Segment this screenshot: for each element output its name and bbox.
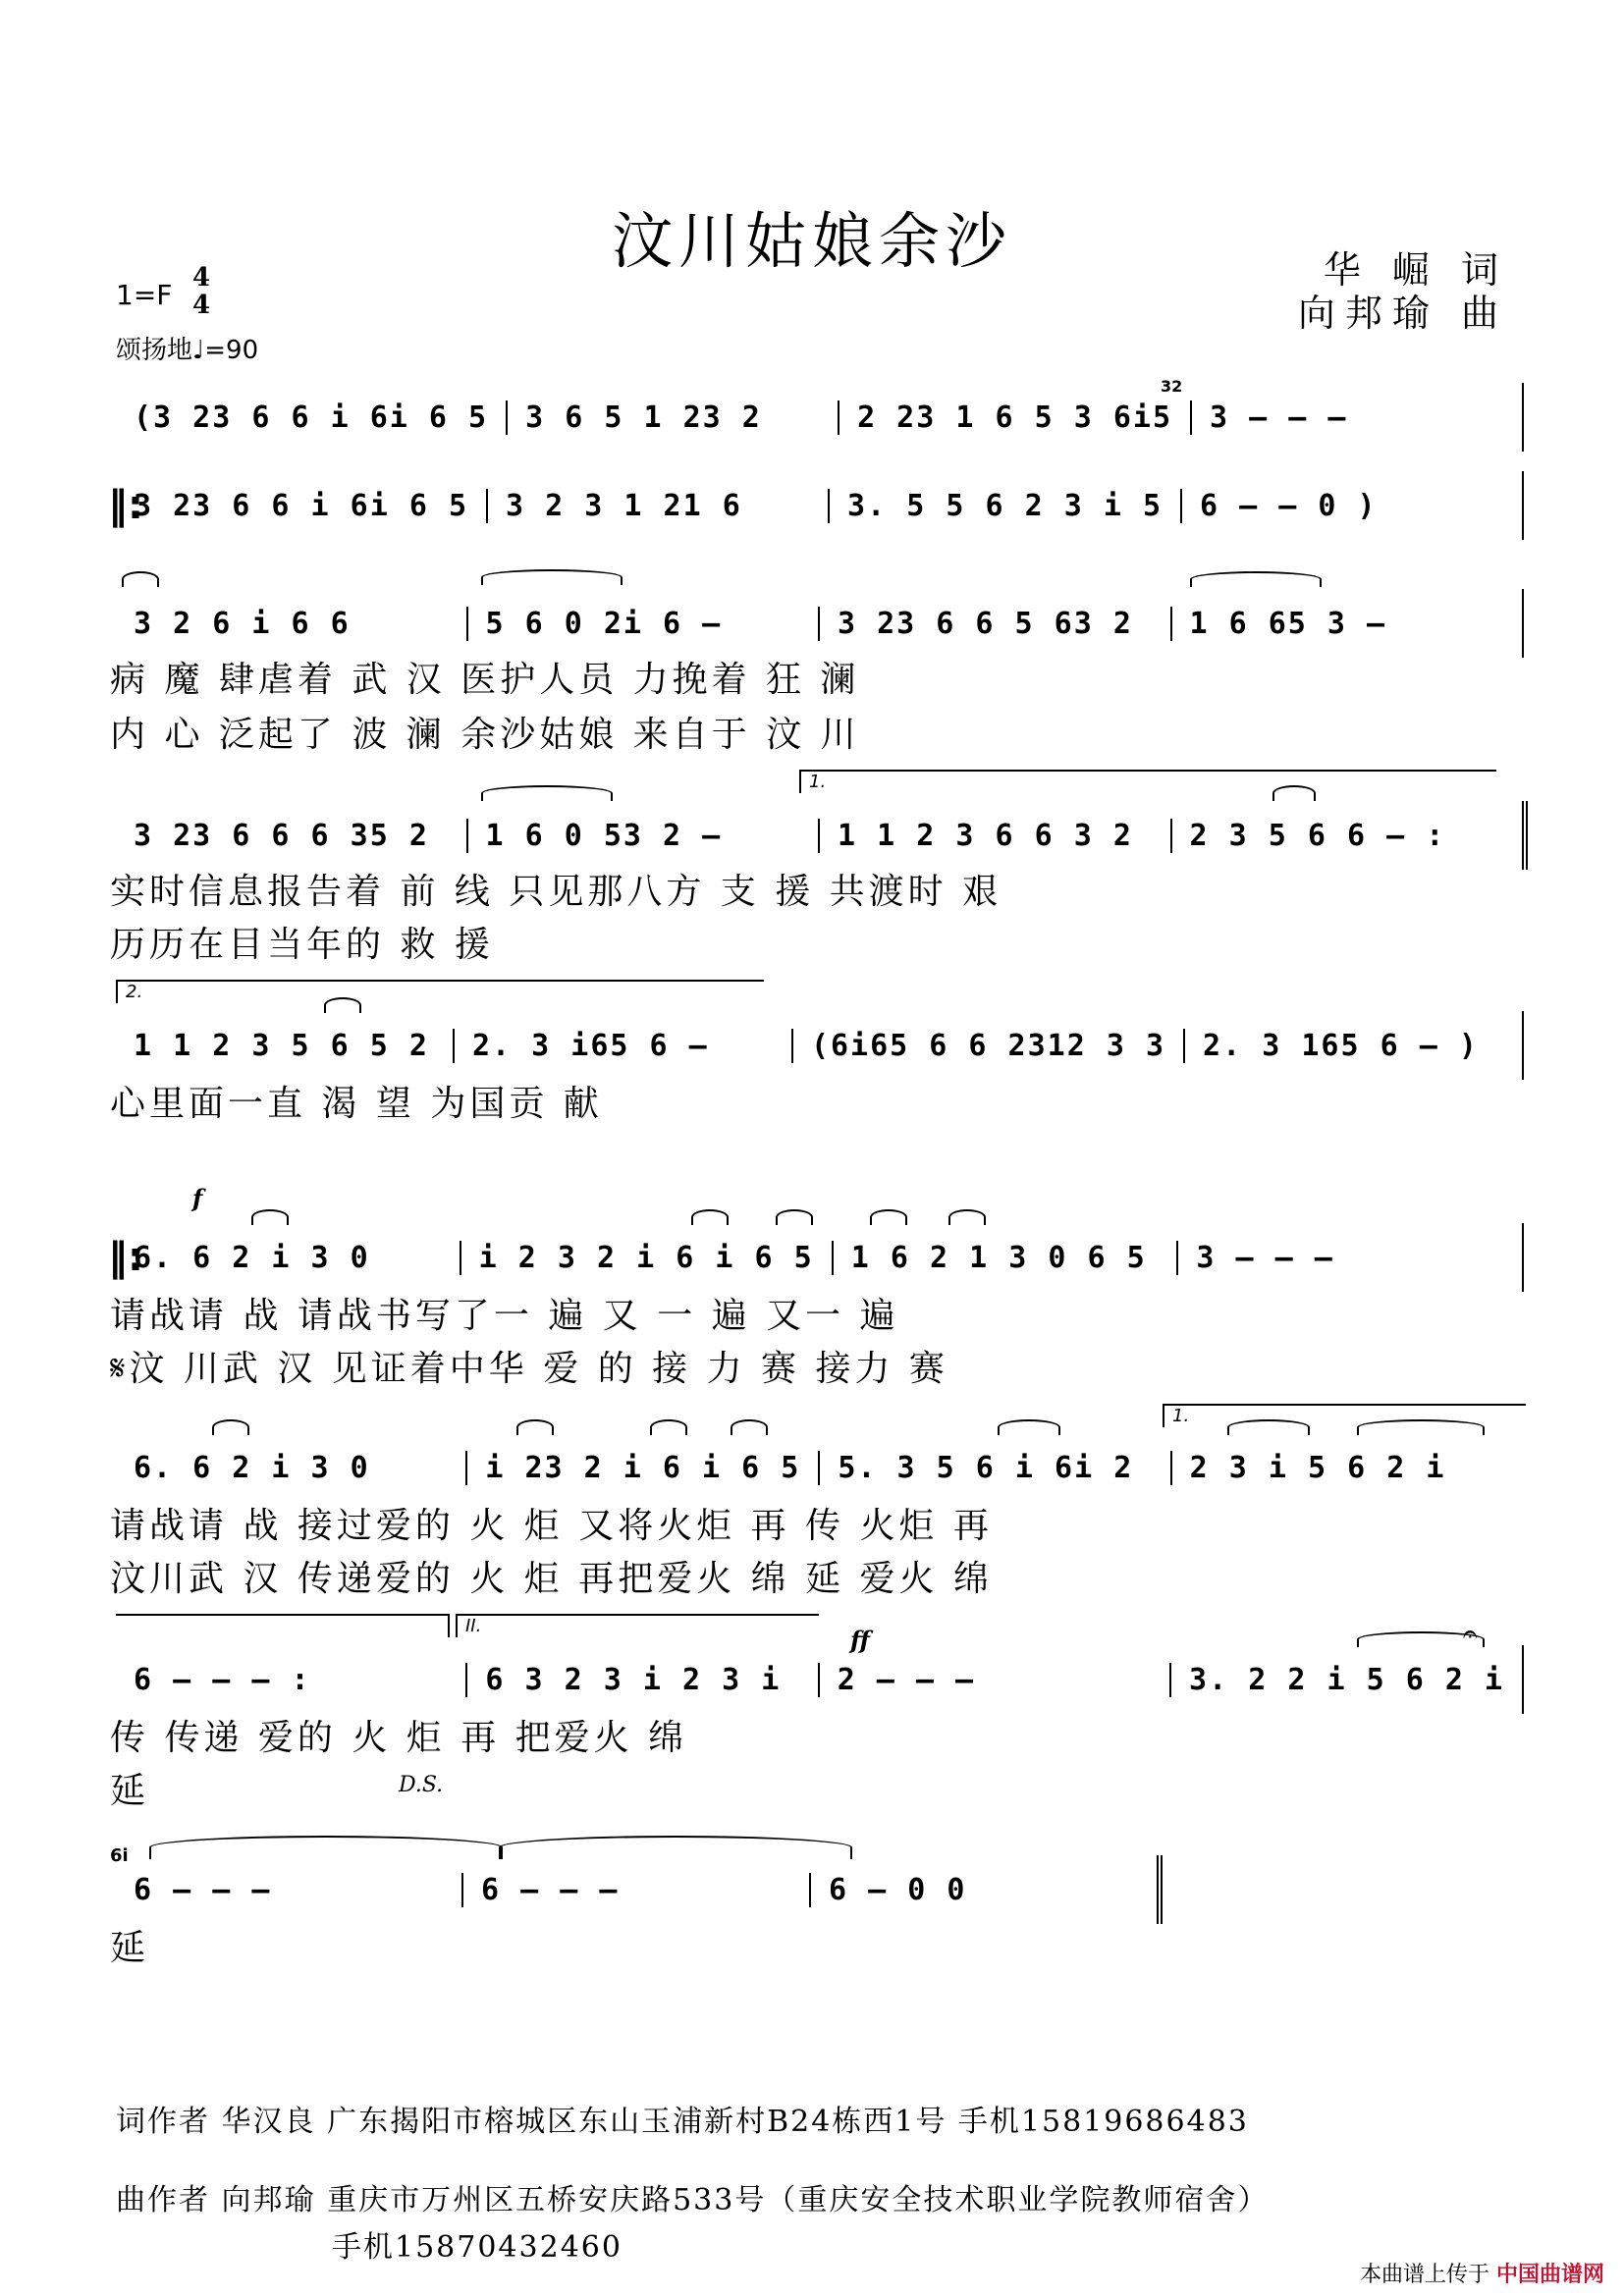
volta-bracket-1: 1. — [799, 770, 1496, 793]
measure: (3 23 6 6 i 6i 6 5 — [134, 400, 489, 435]
composer-phone: 手机15870432460 — [332, 2230, 623, 2265]
lyric-line: 历历在目当年的 救 援 — [110, 925, 494, 965]
measure: 3 – – – — [1176, 1241, 1522, 1275]
measure: 2. 3 165 6 – ) — [1183, 1029, 1522, 1063]
volta-bracket-2b: II. — [456, 1614, 819, 1637]
lyric-line: 汶川武 汉 传递爱的 火 炬 再把爱火 绵 延 爱火 绵 — [110, 1559, 993, 1599]
key-signature: 1=F — [116, 279, 173, 311]
slur — [1272, 785, 1316, 801]
dynamic-fortissimo: ff — [850, 1626, 870, 1654]
lyricist-contact: 词作者 华汉良 广东揭阳市榕城区东山玉浦新村B24栋西1号 手机15819686483 — [116, 2105, 1249, 2139]
measure: 1 6 2 1 3 0 6 5 — [832, 1241, 1177, 1275]
measure: 6 – 0 0 — [809, 1873, 1157, 1907]
measure: 2 3 5 6 6 – : — [1170, 819, 1523, 853]
score-row-6 — [116, 1223, 1524, 1292]
grace-note: 32 — [1161, 377, 1183, 396]
slur — [122, 571, 159, 587]
composer-credit: 向邦瑜 曲 — [1297, 292, 1508, 335]
lyricist-credit: 华 崛 词 — [1323, 248, 1508, 292]
measure: 2 3 i 5 6 2 i — [1170, 1451, 1522, 1485]
grace-note: 6i — [110, 1845, 129, 1866]
lyric-line: 延 — [110, 1928, 150, 1968]
volta-bracket-1b: 1. — [1163, 1404, 1526, 1427]
measure: 3 6 5 1 23 2 — [506, 400, 838, 435]
score-row-2 — [116, 471, 1524, 540]
slur — [1190, 571, 1322, 587]
measure: 2. 3 i65 6 – — [453, 1029, 791, 1063]
measure: 6 – – – — [134, 1872, 272, 1907]
upload-credit — [1360, 2258, 1604, 2288]
measure: (6i65 6 6 2312 3 3 — [791, 1029, 1183, 1063]
volta-end-bracket — [116, 1614, 450, 1637]
page-title: 汶川姑娘余沙 — [611, 205, 1012, 277]
lyric-line: 请战请 战 请战书写了一 遍 又 一 遍 又一 遍 — [110, 1296, 899, 1336]
measure: 5 6 0 2i 6 – — [466, 607, 819, 641]
measure: 3 2 6 i 6 6 — [134, 606, 351, 641]
measure: 6 – – – : — [134, 1662, 311, 1697]
time-signature-top: 4 — [192, 263, 211, 293]
volta-bracket-2: 2. — [116, 980, 764, 1003]
slur — [481, 569, 623, 585]
measure: 6 3 2 3 i 2 3 i — [465, 1663, 817, 1697]
measure: 6. 6 2 i 3 0 — [134, 1450, 370, 1485]
measure: 3 2 3 1 21 6 — [486, 489, 828, 523]
measure: ‖: 6. 6 2 i 3 0 — [134, 1240, 370, 1275]
lyric-line: 请战请 战 接过爱的 火 炬 又将火炬 再 传 火炬 再 — [110, 1506, 993, 1546]
score-row-9 — [116, 1855, 1163, 1924]
lyric-line: 实时信息报告着 前 线 只见那八方 支 援 共渡时 艰 — [110, 872, 1002, 912]
measure: ‖: 3 23 6 6 i 6i 6 5 — [134, 488, 469, 523]
measure: 6 – – – — [461, 1873, 809, 1907]
score-row-4 — [116, 801, 1528, 870]
lyric-line: 心里面一直 渴 望 为国贡 献 — [110, 1084, 603, 1124]
score-row-8 — [116, 1645, 1524, 1714]
score-row-3 — [116, 589, 1524, 658]
composer-contact: 曲作者 向邦瑜 重庆市万州区五桥安庆路533号（重庆安全技术职业学院教师宿舍） — [116, 2183, 1270, 2217]
tempo-marking: 颂扬地♩=90 — [116, 336, 259, 365]
lyric-line: 𝄋汶 川武 汉 见证着中华 爱 的 接 力 赛 接力 赛 — [110, 1349, 948, 1389]
lyric-line: 病 魔 肆虐着 武 汉 医护人员 力挽着 狂 澜 — [110, 660, 860, 700]
upload-prefix: 本曲谱上传于 — [1359, 2263, 1489, 2287]
score-row-1 — [116, 383, 1524, 452]
measure: 3. 2 2 i 5 6 2 i — [1169, 1663, 1522, 1697]
dal-segno-marking: D.S. — [399, 1773, 444, 1797]
score-row-7 — [116, 1433, 1522, 1502]
measure: 2 – – – — [818, 1663, 1169, 1697]
site-logo: 中国曲谱网 — [1495, 2263, 1604, 2287]
measure: 3 23 6 6 6 35 2 — [134, 818, 429, 853]
lyric-line: 内 心 泛起了 波 澜 余沙姑娘 来自于 汶 川 — [110, 715, 860, 755]
measure: 3. 5 5 6 2 3 i 5 — [828, 489, 1180, 523]
time-signature-bottom: 4 — [192, 291, 211, 320]
lyric-line: 传 传递 爱的 火 炬 再 把爱火 绵 — [110, 1718, 688, 1758]
measure: 1 6 65 3 – — [1170, 607, 1523, 641]
measure: 3 – – – — [1190, 400, 1522, 435]
slur — [481, 785, 613, 801]
score-row-5 — [116, 1011, 1524, 1080]
measure: i 23 2 i 6 i 6 5 — [465, 1451, 818, 1485]
measure: 5. 3 5 6 i 6i 2 — [818, 1451, 1169, 1485]
measure: 2 23 1 6 5 3 6i5 — [838, 400, 1190, 435]
measure: 3 23 6 6 5 63 2 — [818, 607, 1170, 641]
measure: i 2 3 2 i 6 i 6 5 — [460, 1241, 832, 1275]
measure: 1 1 2 3 6 6 3 2 — [818, 819, 1170, 853]
lyric-line: 延 — [110, 1771, 150, 1811]
measure: 6 – – 0 ) — [1180, 489, 1522, 523]
measure: 1 1 2 3 5 6 5 2 — [134, 1028, 429, 1063]
dynamic-forte: f — [192, 1184, 203, 1212]
measure: 1 6 0 53 2 – — [466, 819, 819, 853]
fermata-icon: 𝄐 — [1463, 1620, 1478, 1649]
